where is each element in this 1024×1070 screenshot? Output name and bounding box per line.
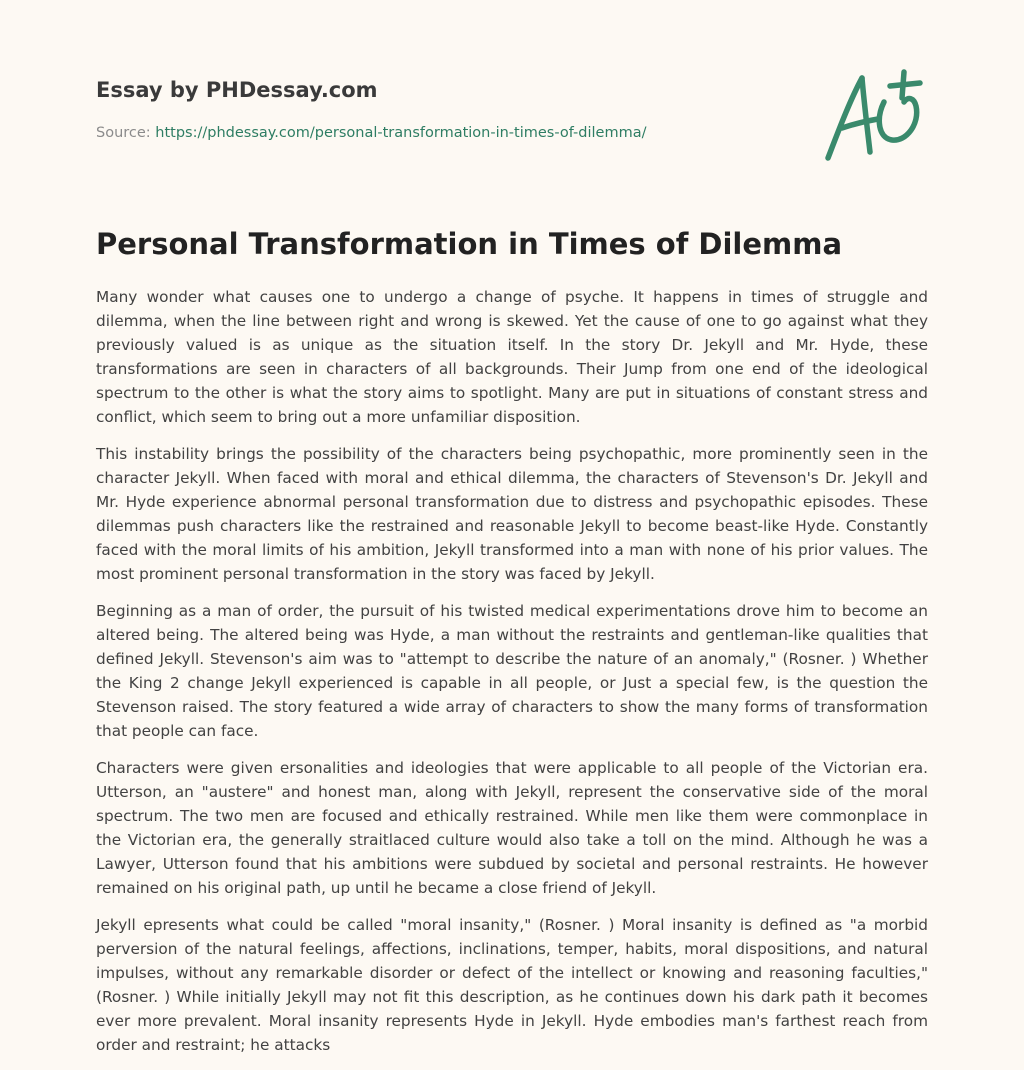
essay-paragraph: Beginning as a man of order, the pursuit of his twisted medical experimentations drove him to become an altered being. The altered being was Hyde, a man without the restraints and gentleman-like qualities that defined Jekyll. Stevenson's aim was to "attempt to describe the nature of an anomaly," (Rosner. ) Whether the King 2 change Jekyll experienced is capable in all people, or Just a special few, is the question the Stevenson raised. The story featured a wide array of characters to show the many forms of transformation that people can face.	[96, 602, 928, 740]
essay-title: Personal Transformation in Times of Dilemma	[96, 227, 843, 261]
site-title: Essay by PHDessay.com	[96, 78, 378, 102]
essay-paragraph: Jekyll epresents what could be called "moral insanity," (Rosner. ) Moral insanity is defined as "a morbid perversion of the natural feelings, affections, inclinations, temper, habits, moral dispositions, and natural impulses, without any remarkable disorder or defect of the intellect or knowing and reasoning faculties," (Rosner. ) While initially Jekyll may not fit this description, as he continues down his dark path it becomes ever more prevalent. Moral insanity represents Hyde in Jekyll. Hyde embodies man's farthest reach from order and restraint; he attacks	[96, 916, 928, 1054]
essay-paragraph: Many wonder what causes one to undergo a change of psyche. It happens in times of struggle and dilemma, when the line between right and wrong is skewed. Yet the cause of one to go against what they previously valued is as unique as the situation itself. In the story Dr. Jekyll and Mr. Hyde, these transformations are seen in characters of all backgrounds. Their Jump from one end of the ideological spectrum to the other is what the story aims to spotlight. Many are put in situations of constant stress and conflict, which seem to bring out a more unfamiliar disposition.	[96, 288, 928, 426]
page-header	[96, 76, 796, 143]
a-plus-grade-logo-icon	[820, 66, 930, 166]
source-line	[96, 123, 796, 143]
source-label: Source:	[96, 125, 156, 141]
essay-paragraph: Characters were given ersonalities and ideologies that were applicable to all people of the Victorian era. Utterson, an "austere" and honest man, along with Jekyll, represent the conservative side of the moral spectrum. The two men are focused and ethically restrained. While men like them were commonplace in the Victorian era, the generally straitlaced culture would also take a toll on the mind. Although he was a Lawyer, Utterson found that his ambitions were subdued by societal and personal restraints. He however remained on his original path, up until he became a close friend of Jekyll.	[96, 759, 928, 897]
source-link[interactable]: https://phdessay.com/personal-transformation-in-times-of-dilemma/	[155, 125, 647, 141]
essay-body	[96, 285, 928, 1070]
essay-paragraph: This instability brings the possibility of the characters being psychopathic, more prominently seen in the character Jekyll. When faced with moral and ethical dilemma, the characters of Stevenson's Dr. Jekyll and Mr. Hyde experience abnormal personal transformation due to distress and psychopathic episodes. These dilemmas push characters like the restrained and reasonable Jekyll to become beast-like Hyde. Constantly faced with the moral limits of his ambition, Jekyll transformed into a man with none of his prior values. The most prominent personal transformation in the story was faced by Jekyll.	[96, 445, 928, 583]
